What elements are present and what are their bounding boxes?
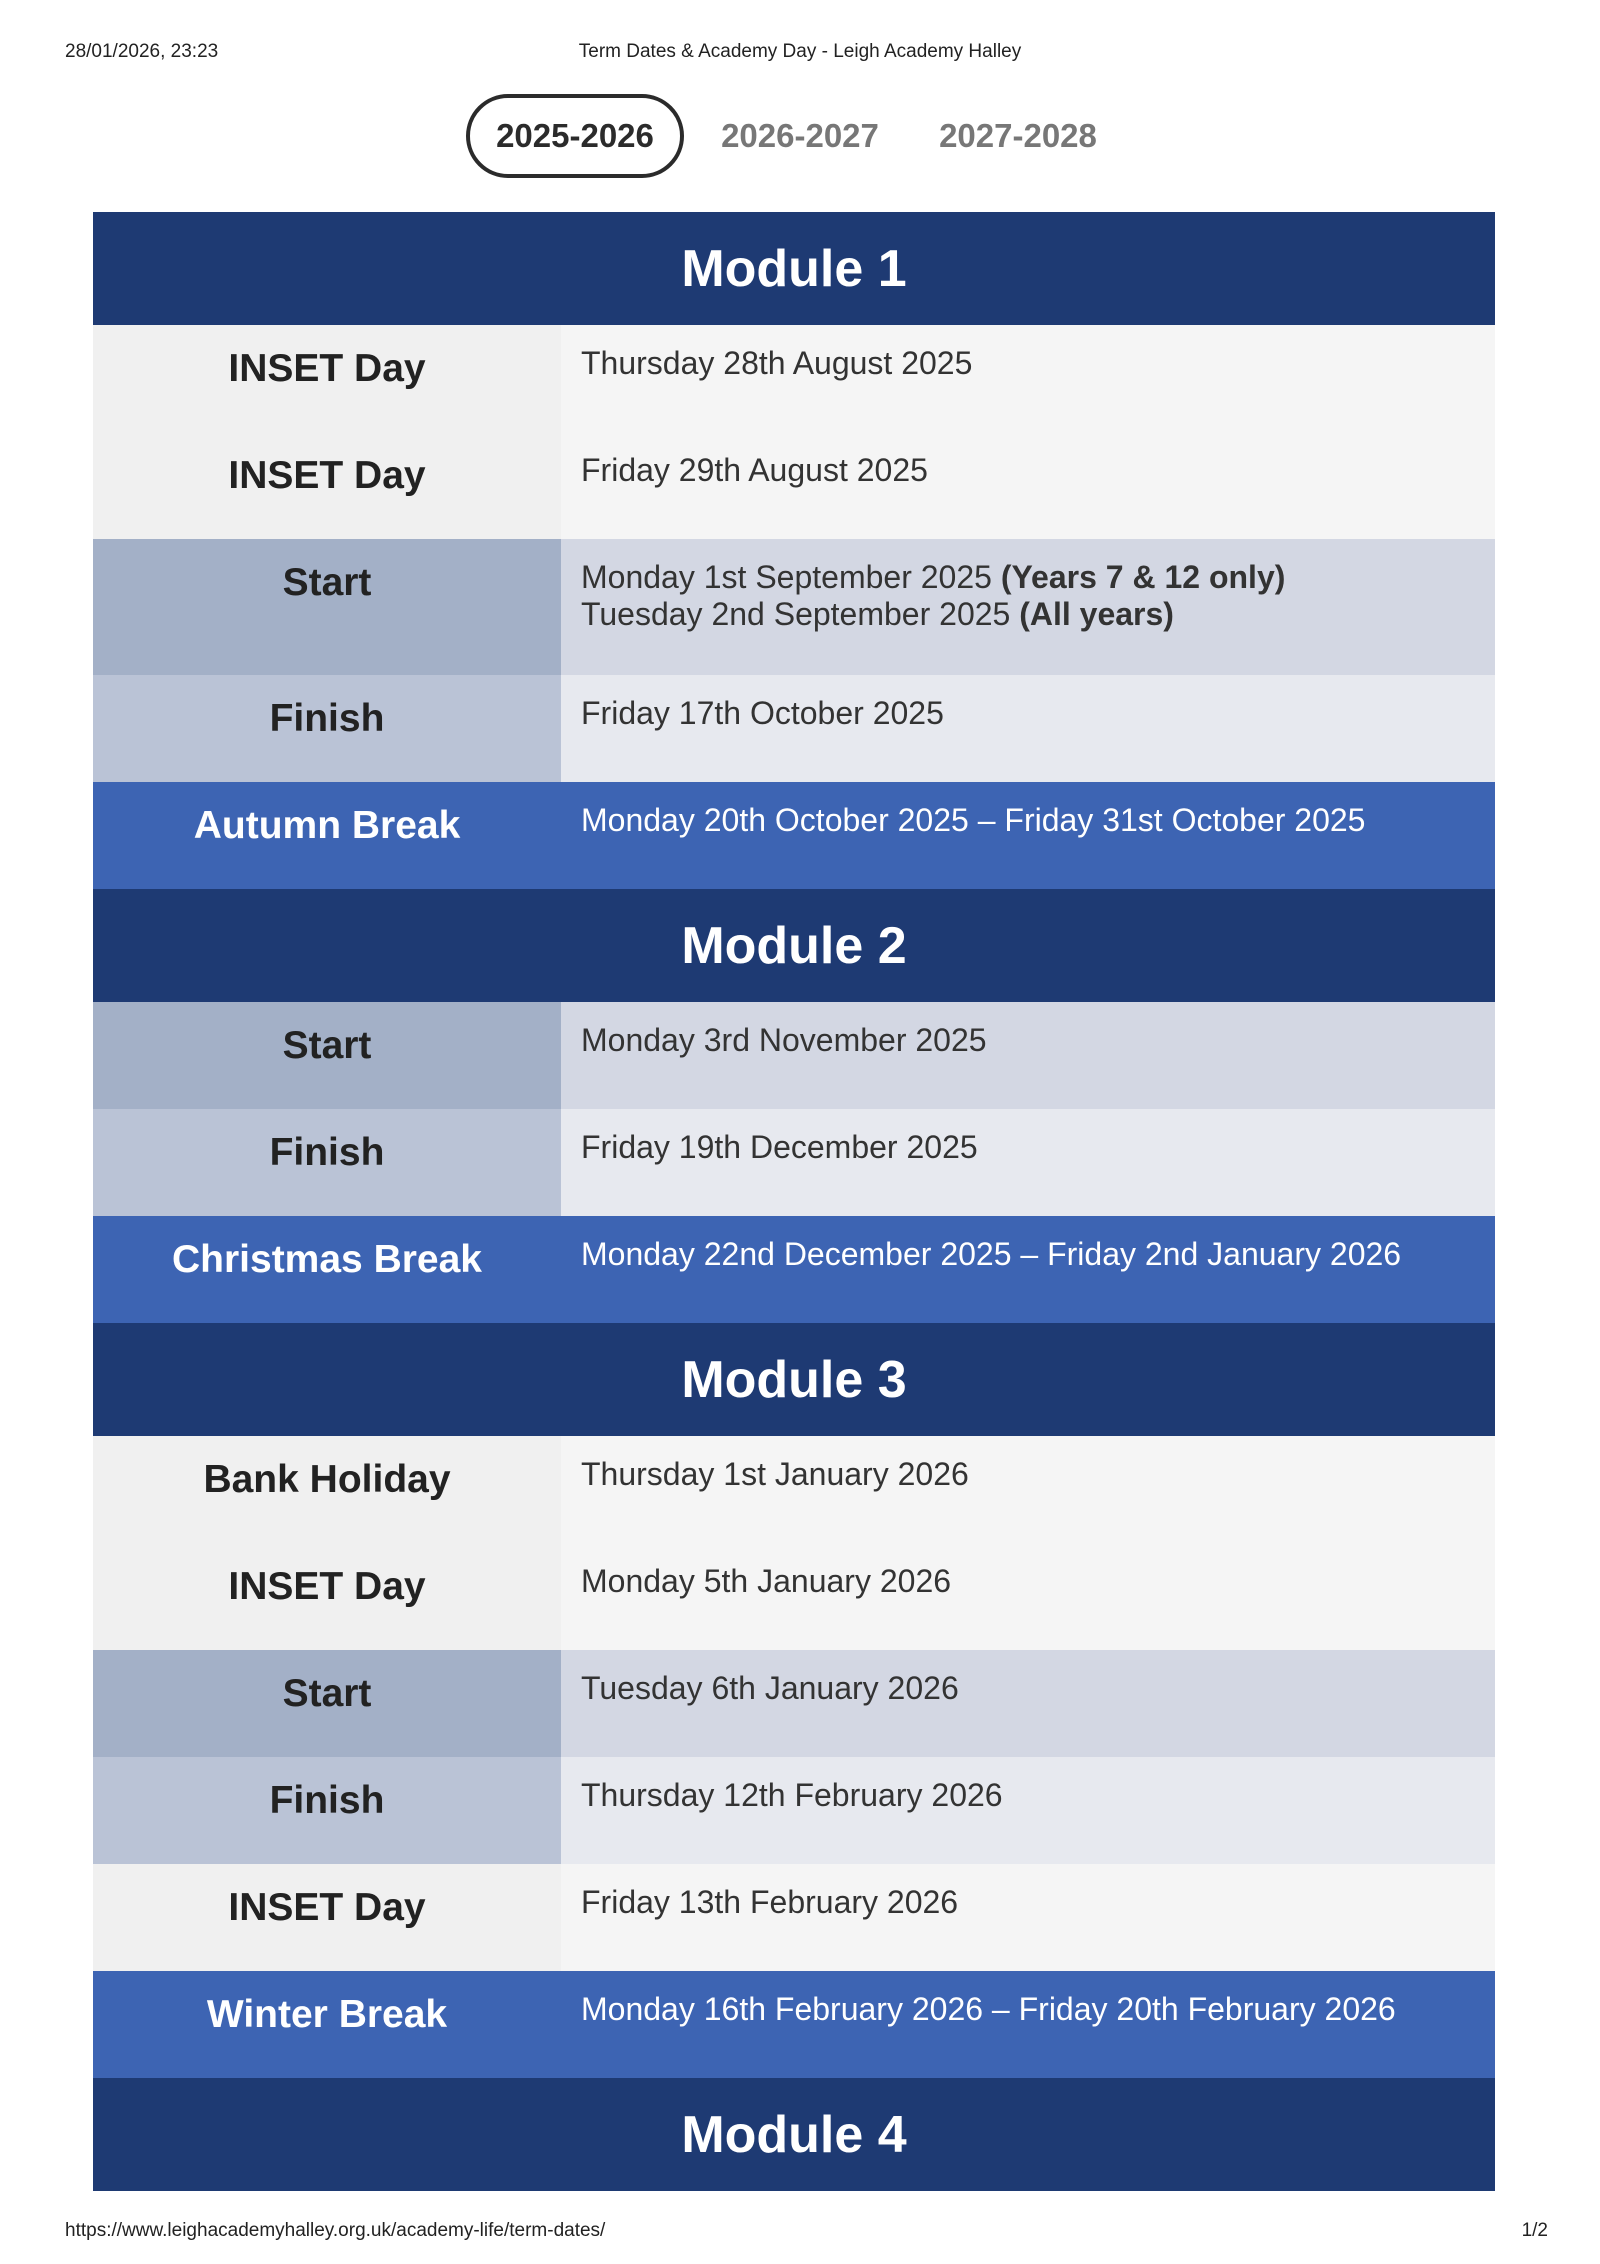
- term-row-date: Thursday 12th February 2026: [561, 1757, 1495, 1864]
- term-row-label: INSET Day: [93, 325, 561, 432]
- date-text: Tuesday 2nd September 2025: [581, 596, 1020, 632]
- term-row: [93, 1971, 1495, 2078]
- term-row: [93, 325, 1495, 432]
- term-row: [93, 1436, 1495, 1543]
- module-heading: Module 3: [93, 1323, 1495, 1436]
- term-row-label: Autumn Break: [93, 782, 561, 889]
- term-row: [93, 432, 1495, 539]
- tab-2026-2027[interactable]: 2026-2027: [721, 117, 879, 154]
- term-row: [93, 1002, 1495, 1109]
- term-row-date: Monday 16th February 2026 – Friday 20th February 2026: [561, 1971, 1495, 2078]
- term-row: [93, 1864, 1495, 1971]
- date-note: (All years): [1019, 596, 1174, 632]
- term-row-date: Friday 19th December 2025: [561, 1109, 1495, 1216]
- print-datetime: 28/01/2026, 23:23: [65, 41, 219, 62]
- term-row-date: Monday 3rd November 2025: [561, 1002, 1495, 1109]
- term-row: [93, 1109, 1495, 1216]
- tab-2025-2026[interactable]: 2025-2026: [466, 94, 684, 178]
- term-row: [93, 1543, 1495, 1650]
- term-row-date: Friday 29th August 2025: [561, 432, 1495, 539]
- term-row-label: Bank Holiday: [93, 1436, 561, 1543]
- term-row-date: Monday 20th October 2025 – Friday 31st October 2025: [561, 782, 1495, 889]
- module-heading: Module 4: [93, 2078, 1495, 2191]
- term-row-date: Thursday 1st January 2026: [561, 1436, 1495, 1543]
- term-row: [93, 675, 1495, 782]
- print-page-title: Term Dates & Academy Day - Leigh Academy Halley: [578, 41, 1022, 62]
- term-row-date: [561, 539, 1495, 675]
- term-row-label: Finish: [93, 675, 561, 782]
- term-row-date: Friday 17th October 2025: [561, 675, 1495, 782]
- term-row-date: Monday 5th January 2026: [561, 1543, 1495, 1650]
- term-row-date: Friday 13th February 2026: [561, 1864, 1495, 1971]
- module-heading: Module 1: [93, 212, 1495, 325]
- date-note: (Years 7 & 12 only): [1000, 559, 1286, 595]
- term-row: [93, 1650, 1495, 1757]
- term-row-label: INSET Day: [93, 1864, 561, 1971]
- term-row: [93, 1757, 1495, 1864]
- module-heading: Module 2: [93, 889, 1495, 1002]
- date-text: Monday 1st September 2025: [581, 559, 1001, 595]
- term-row-label: Start: [93, 1002, 561, 1109]
- term-row-label: Finish: [93, 1757, 561, 1864]
- term-row-date: Tuesday 6th January 2026: [561, 1650, 1495, 1757]
- term-row-date: Thursday 28th August 2025: [561, 325, 1495, 432]
- tab-2027-2028[interactable]: 2027-2028: [939, 117, 1097, 154]
- term-row: [93, 539, 1495, 675]
- term-dates-table: [93, 212, 1495, 2191]
- term-row-label: Winter Break: [93, 1971, 561, 2078]
- term-row-label: INSET Day: [93, 1543, 561, 1650]
- term-row-label: INSET Day: [93, 432, 561, 539]
- year-tabs: [0, 94, 1600, 178]
- term-row-label: Start: [93, 539, 561, 675]
- term-row-label: Finish: [93, 1109, 561, 1216]
- term-row: [93, 1216, 1495, 1323]
- print-url: https://www.leighacademyhalley.org.uk/academy-life/term-dates/: [65, 2220, 606, 2241]
- date-line: [581, 596, 1495, 633]
- date-line: [581, 559, 1495, 596]
- term-row-label: Christmas Break: [93, 1216, 561, 1323]
- term-row-label: Start: [93, 1650, 561, 1757]
- page-number: 1/2: [1521, 2220, 1548, 2241]
- term-row: [93, 782, 1495, 889]
- term-row-date: Monday 22nd December 2025 – Friday 2nd January 2026: [561, 1216, 1495, 1323]
- print-header: [0, 41, 1600, 71]
